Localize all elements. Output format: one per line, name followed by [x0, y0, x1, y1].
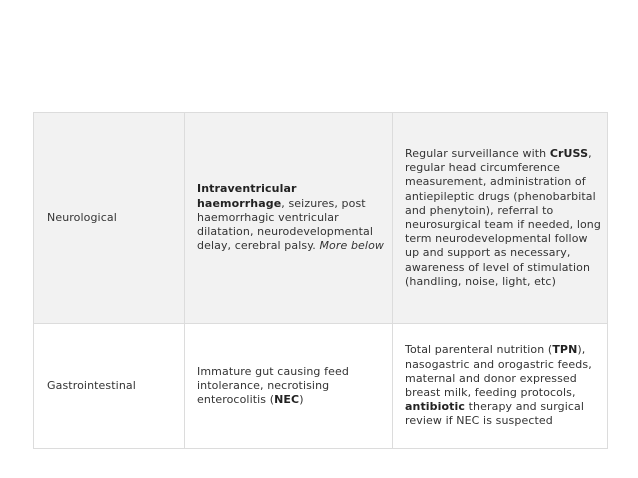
- complications-text: [185, 182, 392, 253]
- management-cell: [393, 324, 608, 449]
- management-text-part: ), nasogastric and orogastric feeds, maternal and donor expressed breast milk, feeding protocols,: [405, 343, 592, 399]
- table-row: [34, 113, 608, 324]
- management-text-part: Total parenteral nutrition (: [405, 343, 553, 357]
- management-term: antibiotic: [405, 400, 466, 414]
- management-text-part: therapy and surgical review if NEC is suspected: [405, 400, 585, 428]
- table-row: [34, 324, 608, 449]
- complication-text: Immature gut causing feed intolerance, necrotising enterocolitis (: [197, 364, 349, 407]
- more-below-note: More below: [319, 239, 385, 253]
- system-label: Neurological: [47, 210, 117, 224]
- management-text: [393, 147, 607, 289]
- complications-cell: [185, 113, 393, 324]
- management-term: TPN: [552, 343, 578, 357]
- management-term: CrUSS: [549, 146, 589, 160]
- management-text-part: Regular surveillance with: [405, 146, 550, 160]
- complications-table: [33, 112, 608, 449]
- complications-cell: [185, 324, 393, 449]
- system-label: Gastrointestinal: [47, 378, 136, 392]
- system-cell: [34, 113, 185, 324]
- complication-text: ): [299, 393, 304, 407]
- complication-text: , seizures, post haemorrhagic ventricular dilatation, neurodevelopmental delay, cerebral palsy.: [197, 196, 374, 253]
- complication-term: Intraventricular haemorrhage: [197, 182, 297, 210]
- complication-term: NEC: [274, 393, 300, 407]
- complications-text: [185, 365, 392, 408]
- management-cell: [393, 113, 608, 324]
- management-text-part: , regular head circumference measurement, administration of antiepileptic drugs (phenobarbital and phenytoin), referral to neurosurgical team if needed, long term neurodevelopmental follow up and support as necessary, awareness of level of stimulation (handling, noise, light, etc): [405, 146, 601, 288]
- system-cell: [34, 324, 185, 449]
- management-text: [393, 343, 607, 428]
